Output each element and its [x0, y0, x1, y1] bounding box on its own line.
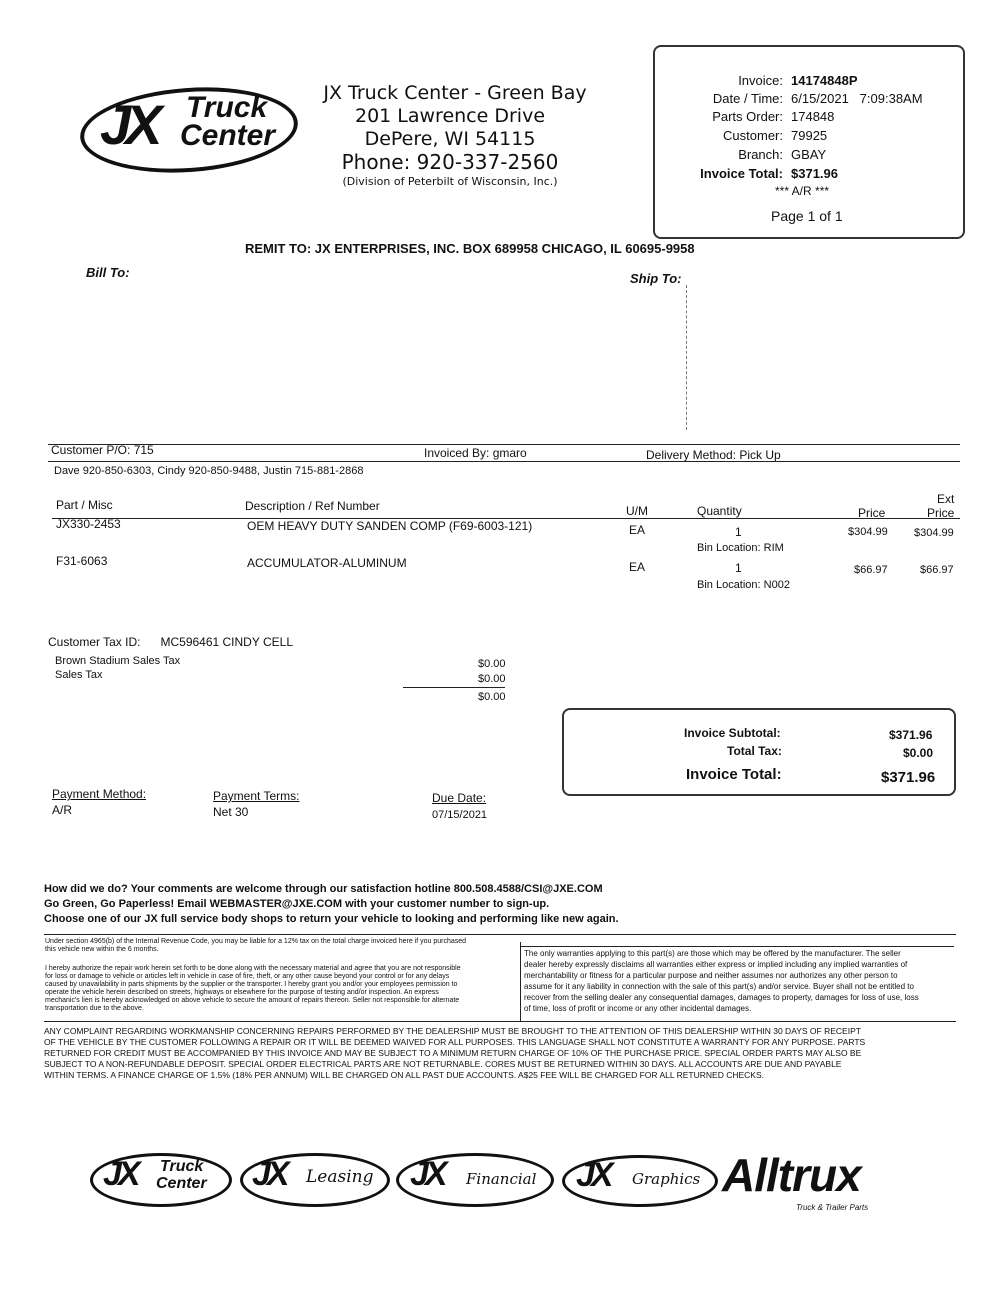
footer-graphics-text: Graphics — [632, 1170, 701, 1188]
branch-label: Branch: — [738, 147, 783, 162]
row-quantity: 1 — [735, 525, 742, 539]
footer-leasing-text: Leasing — [306, 1167, 374, 1187]
logo-truck-text: Truck — [186, 91, 268, 124]
footer-jx-text: JX — [576, 1156, 610, 1194]
payment-method-label: Payment Method: — [52, 787, 147, 801]
header-ext: Ext — [937, 492, 955, 506]
payment-method-value: A/R — [52, 803, 73, 817]
invoice-summary-box — [653, 45, 965, 239]
subtotal-label: Invoice Subtotal: — [684, 726, 781, 740]
logo-jx-text: JX — [100, 93, 157, 156]
total-tax-value: $0.00 — [903, 746, 934, 760]
page-number: Page 1 of 1 — [771, 208, 843, 224]
invoice-label: Invoice: — [738, 73, 783, 88]
invoiced-by: Invoiced By: gmaro — [424, 446, 527, 460]
legal-right-top-rule — [521, 946, 954, 947]
customer-tax-id: Customer Tax ID: MC596461 CINDY CELL — [48, 635, 293, 649]
company-division: (Division of Peterbilt of Wisconsin, Inc.) — [342, 175, 558, 188]
order-info-top-rule — [48, 444, 960, 445]
footer-alltrux-text: Alltrux — [722, 1149, 861, 1201]
legal-top-rule — [44, 934, 956, 935]
legal-bottom-rule — [44, 1021, 956, 1022]
datetime-value: 6/15/2021 7:09:38AM — [791, 91, 923, 106]
customer-value: 79925 — [791, 128, 828, 143]
invoice-total-label: Invoice Total: — [700, 166, 783, 181]
footer-alltrux-sub: Truck & Trailer Parts — [796, 1203, 869, 1212]
tax-line2-value: $0.00 — [478, 673, 506, 685]
ship-to-label: Ship To: — [630, 271, 682, 286]
due-date-value: 07/15/2021 — [432, 809, 488, 821]
message-paperless: Go Green, Go Paperless! Email WEBMASTER@JXE.COM with your customer number to sign-up. — [44, 898, 550, 910]
header-ext-price: Price — [927, 506, 955, 520]
grand-total-label: Invoice Total: — [686, 766, 782, 783]
tax-line1-label: Brown Stadium Sales Tax — [55, 655, 181, 667]
grand-total-value: $371.96 — [881, 769, 936, 786]
parts-order-label: Parts Order: — [712, 109, 783, 124]
company-address2: DePere, WI 54115 — [364, 128, 536, 150]
remit-to: REMIT TO: JX ENTERPRISES, INC. BOX 689958 CHICAGO, IL 60695-9958 — [245, 241, 695, 256]
legal-tax-notice: Under section 4965(b) of the Internal Revenue Code, you may be liable for a 12% tax on the total charge invoiced here if you purchased this vehicle new within the 6 months. — [45, 938, 467, 953]
tax-line1-value: $0.00 — [478, 658, 506, 670]
customer-label: Customer: — [723, 128, 783, 143]
branch-value: GBAY — [791, 147, 827, 162]
row-part: F31-6063 — [56, 554, 108, 568]
row-ext: $66.97 — [920, 564, 954, 576]
legal-column-divider — [520, 942, 521, 1022]
row-description: ACCUMULATOR-ALUMINUM — [247, 556, 407, 570]
tax-line2-label: Sales Tax — [55, 669, 103, 681]
datetime-label: Date / Time: — [712, 91, 783, 106]
row-description: OEM HEAVY DUTY SANDEN COMP (F69-6003-121) — [247, 519, 533, 533]
row-bin: Bin Location: RIM — [697, 542, 784, 554]
message-body-shops: Choose one of our JX full service body shops to return your vehicle to looking and performing like new again. — [44, 913, 619, 925]
footer-jx-text: JX — [252, 1155, 286, 1193]
row-um: EA — [629, 523, 646, 537]
row-ext: $304.99 — [914, 527, 954, 539]
row-bin: Bin Location: N002 — [697, 579, 790, 591]
header-description: Description / Ref Number — [245, 499, 380, 513]
invoice-total-value: $371.96 — [791, 166, 838, 181]
legal-complaint: ANY COMPLAINT REGARDING WORKMANSHIP CONCERNING REPAIRS PERFORMED BY THE DEALERSHIP MUST BE BROUGHT TO THE ATTENTION OF THIS DEALERSHIP WITHIN 30 DAYS OF RECEIPT OF THE VEHICLE BY THE CUSTOMER FOLLOWING A REPAIR OR IT WILL BE DEEMED WAIVED FOR ALL PURPOSES. THIS LANGUAGE SHALL NOT CONSTITUTE A WARRANTY FOR ANY PURPOSE. PARTS RETURNED FOR CREDIT MUST BE ACCOMPANIED BY THIS INVOICE AND MAY BE SUBJECT TO A MINIMUM RETURN CHARGE OF 10% OF THE PURCHASE PRICE. SPECIAL ORDER PARTS MAY ALSO BE SUBJECT TO A NON-REFUNDABLE DEPOSIT. SPECIAL ORDER ELECTRICAL PARTS ARE NOT RETURNABLE. CORES MUST BE RETURNED WITHIN 30 DAYS. ALL ACCOUNTS ARE DUE AND PAYABLE WITHIN TERMS. A FINANCE CHARGE OF 1.5% (18% PER ANNUM) WILL BE CHARGED ON ALL PAST DUE ACCOUNTS. A$25 FEE WILL BE CHARGED FOR ALL RETURNED CHECKS. — [44, 1026, 866, 1080]
tax-sum-rule — [403, 687, 505, 688]
row-price: $304.99 — [848, 526, 888, 538]
bill-to-label: Bill To: — [86, 265, 130, 280]
parts-order-value: 174848 — [791, 109, 835, 124]
header-um: U/M — [626, 504, 648, 518]
header-part: Part / Misc — [56, 498, 113, 512]
ar-note: *** A/R *** — [775, 184, 830, 198]
contacts: Dave 920-850-6303, Cindy 920-850-9488, Justin 715-881-2868 — [54, 465, 364, 477]
customer-po: Customer P/O: 715 — [51, 443, 154, 457]
tax-total-value: $0.00 — [478, 691, 506, 703]
footer-financial-text: Financial — [466, 1170, 537, 1188]
invoice-number: 14174848P — [791, 73, 858, 88]
row-part: JX330-2453 — [56, 517, 121, 531]
footer-center-text: Center — [156, 1175, 207, 1192]
order-info-bottom-rule — [48, 461, 960, 462]
footer-jx-text: JX — [103, 1155, 137, 1193]
row-quantity: 1 — [735, 561, 742, 575]
legal-authorization: I hereby authorize the repair work herein set forth to be done along with the necessary material and agree that you are not responsible for loss or damage to vehicle or articles left in vehicle in case of fire, theft, or any other cause beyond your control or for any delays caused by unavailability in parts shipments by the supplier or the transporter. I hereby grant you and/or your employees permission to operate the vehicle herein described on streets, highways or elsewhere for the purpose of testing and/or inspection. An express mechanic's lien is hereby acknowledged on above vehicle to secure the amount of repairs thereon. Seller not responsible for alternate transportation due to the above. — [45, 965, 461, 1012]
payment-terms-value: Net 30 — [213, 805, 249, 819]
row-um: EA — [629, 560, 646, 574]
subtotal-value: $371.96 — [889, 728, 933, 742]
payment-terms-label: Payment Terms: — [213, 789, 300, 803]
delivery-method: Delivery Method: Pick Up — [646, 448, 781, 462]
due-date-label: Due Date: — [432, 791, 487, 805]
message-satisfaction: How did we do? Your comments are welcome through our satisfaction hotline 800.508.4588/CSI@JXE.COM — [44, 883, 603, 895]
company-name: JX Truck Center - Green Bay — [323, 82, 587, 104]
header-quantity: Quantity — [697, 504, 742, 518]
legal-warranty: The only warranties applying to this part(s) are those which may be offered by the manufacturer. The seller dealer hereby expressly disclaims all warranties either express or implied including any implied warranties of merchantability or fitness for a particular purpose and neither assumes nor authorizes any other person to assume for it any liability in connection with the sale of this part(s) and/or service. Buyer shall not be entitled to recover from the selling dealer any consequential damages, damages to property, damages for loss of use, loss of time, loss of profit or income or any other incidental damages. — [524, 949, 919, 1013]
ship-to-divider — [686, 285, 687, 430]
footer-truck-text: Truck — [160, 1158, 204, 1175]
row-price: $66.97 — [854, 564, 888, 576]
logo-center-text: Center — [180, 119, 276, 152]
company-address1: 201 Lawrence Drive — [354, 105, 546, 127]
header-price: Price — [858, 506, 886, 520]
total-tax-label: Total Tax: — [727, 744, 782, 758]
company-phone: Phone: 920-337-2560 — [341, 150, 559, 174]
footer-jx-text: JX — [410, 1155, 444, 1193]
